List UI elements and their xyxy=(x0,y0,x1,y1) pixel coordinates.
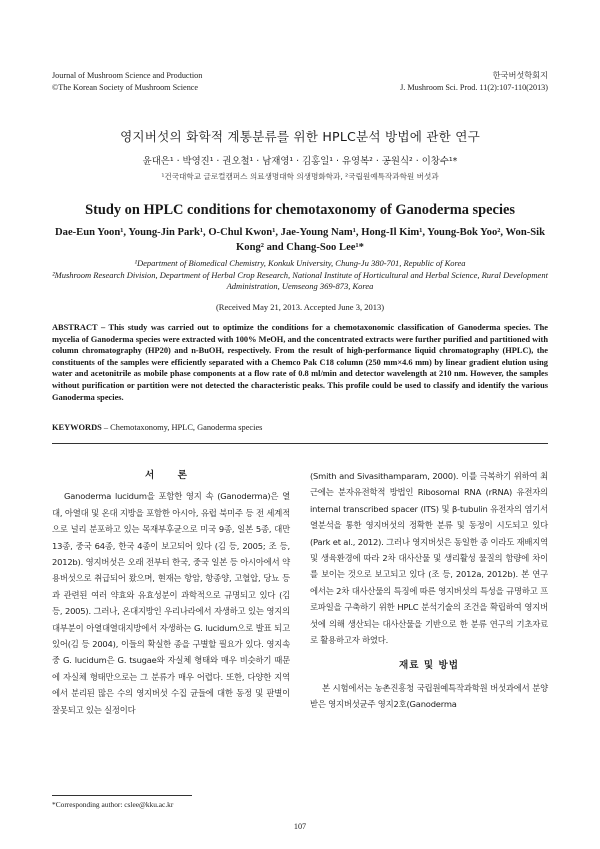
journal-name-korean: 한국버섯학회지 xyxy=(492,71,548,80)
affiliation-1: ¹Department of Biomedical Chemistry, Konkuk University, Chung-Ju 380-701, Republic of Korea xyxy=(134,258,466,268)
introduction-continued: (Smith and Sivasithamparam, 2000). 이를 극복하기 위하여 최근에는 분자유전학적 방법인 Ribosomal RNA (rRNA) 유전자의 internal transcribed spacer (ITS) 및 β-tubulin 유전자의 염기서열분석을 통한 영지버섯의 정확한 분류 및 동정이 시도되고 있다 (Park et al., 2012). 그러나 영지버섯은 동일한 종 이라도 재배지역 및 생육환경에 따라 2차 대사산물 및 생리활성 물질의 함량에 차이를 보이는 것으로 보고되고 있다 (조 등, 2012a, 2012b). 본 연구에서는 2차 대사산물의 특징에 따른 영지버섯의 특성을 규명하고 프로파일을 구축하기 위한 HPLC 분석기술의 조건을 확립하여 영지버섯에 의해 생산되는 대사산물을 기반으로 한 분류 연구의 기초자료로 활용하고자 하였다. xyxy=(310,471,548,646)
abstract-text: This study was carried out to optimize the conditions for a chemotaxonomic classification of Ganoderma species. The mycelia of Ganoderma species were extracted with 100% MeOH, and the concentrated extracts were further purified and partitioned with column chromatography (HP20) and n-BuOH, respectively. From the result of high-performance liquid chromatography (HPLC), the constituents of the samples were efficiently separated with a Chemco Pak C18 column (250 mm×4.6 mm) by linear gradient elution using water and acetonitrile as mobile phase components at a flow rate of 0.8 ml/min and detector wavelength at 210 nm. However, the samples without purification or partition were not detected the characteristic peaks. This profile could be used to classify and identify the various Ganoderma species. xyxy=(52,323,548,402)
affiliation-2: ²Mushroom Research Division, Department of Herbal Crop Research, National Institute of Horticultural and Herbal Science, Rural Development Administration, Uemseong 369-873, Korea xyxy=(52,269,548,291)
abstract: ABSTRACT – This study was carried out to optimize the conditions for a chemotaxonomic classification of Ganoderma species. The mycelia of Ganoderma species were extracted with 100% MeOH, and the concentrated extracts were further purified and partitioned with column chromatography (HP20) and n-BuOH, respectively. From the result of high-performance liquid chromatography (HPLC), the constituents of the samples were efficiently separated with a Chemco Pak C18 column (250 mm×4.6 mm) by linear gradient elution using water and acetonitrile as mobile phase components at a flow rate of 0.8 ml/min and detector wavelength at 210 nm. However, the samples without purification or partition were not detected the characteristic peaks. This profile could be used to classify and identify the various Ganoderma species. xyxy=(52,323,548,402)
keywords: KEYWORDS – Chemotaxonomy, HPLC, Ganoderma species xyxy=(52,423,263,432)
korean-authors: 윤대은¹ · 박영진¹ · 권오철¹ · 남재영¹ · 김홍일¹ · 유영복² · 공원식² · 이창수¹* xyxy=(142,156,458,167)
journal-citation: J. Mushroom Sci. Prod. 11(2):107-110(2013) xyxy=(400,83,548,92)
keywords-text: Chemotaxonomy, HPLC, Ganoderma species xyxy=(110,423,263,432)
corresponding-author-footnote: *Corresponding author: cslee@kku.ac.kr xyxy=(52,800,174,809)
introduction-heading: 서 론 xyxy=(145,470,197,481)
english-affiliations xyxy=(52,258,548,293)
introduction-paragraph: Ganoderma lucidum을 포함한 영지 속 (Ganoderma)은 열대, 아열대 및 온대 지방을 포함한 아시아, 유럽 북미주 등 전 세계적으로 널리 분포하고 있는 목재부후균으로 미국 9종, 일본 5종, 대만 13종, 중국 64종, 한국 4종이 보고되어 있다 (김 등, 2005; 조 등, 2012b). 영지버섯은 오래 전부터 한국, 중국 일본 등 아시아에서 약용버섯으로 취급되어 왔으며, 현재는 항암, 항종양, 고혈압, 당뇨 등과 관련된 여러 약효와 유효성분이 과학적으로 규명되고 있다 (김 등, 2005). 그러나, 온대지방인 우리나라에서 자생하고 있는 영지의 대부분이 아열대열대지방에서 자생하는 G. lucidum으로 발표 되고 있어(김 등 2004), 이들의 확실한 종을 구별할 필요가 있다. 영지속 중 G. lucidum은 G. tsugae와 자실체 형태와 매우 비슷하기 때문에 자실체 형태만으로는 그 분류가 매우 어렵다. 또한, 다양한 지역에서 분리된 많은 수의 영지버섯 수집 균들에 대한 동정 및 판별이 잘못되고 있는 실정이다 xyxy=(52,491,290,715)
methods-heading: 재료 및 방법 xyxy=(398,660,460,672)
footnote-divider xyxy=(52,795,192,796)
journal-name: Journal of Mushroom Science and Production xyxy=(52,71,203,80)
methods-paragraph: 본 시험에서는 농촌진흥청 국립원예특작과학원 버섯과에서 분양받은 영지버섯균주 영지2호(Ganoderma xyxy=(310,682,548,710)
english-title: Study on HPLC conditions for chemotaxonomy of Ganoderma species xyxy=(85,202,515,218)
received-date: (Received May 21, 2013. Accepted June 3, 2013) xyxy=(215,302,385,312)
journal-header-left xyxy=(52,70,202,94)
left-column xyxy=(52,468,290,718)
korean-title: 영지버섯의 화학적 계통분류를 위한 HPLC분석 방법에 관한 연구 xyxy=(120,129,480,144)
english-authors: Dae-Eun Yoon¹, Young-Jin Park¹, O-Chul Kwon¹, Jae-Young Nam¹, Hong-Il Kim¹, Young-Bok Yoo², Won-Sik Kong² and Chang-Soo Lee¹* xyxy=(55,227,545,253)
journal-header-right xyxy=(400,70,548,94)
journal-society: ©The Korean Society of Mushroom Science xyxy=(52,83,199,92)
keywords-label: KEYWORDS xyxy=(52,423,102,432)
korean-affiliation: ¹건국대학교 글로컬캠퍼스 의료생명대학 의생명화학과, ²국립원예특작과학원 버섯과 xyxy=(161,172,439,181)
keywords-divider xyxy=(52,443,548,444)
page-number: 107 xyxy=(293,822,307,831)
right-column xyxy=(310,468,548,713)
abstract-label: ABSTRACT xyxy=(52,323,98,332)
